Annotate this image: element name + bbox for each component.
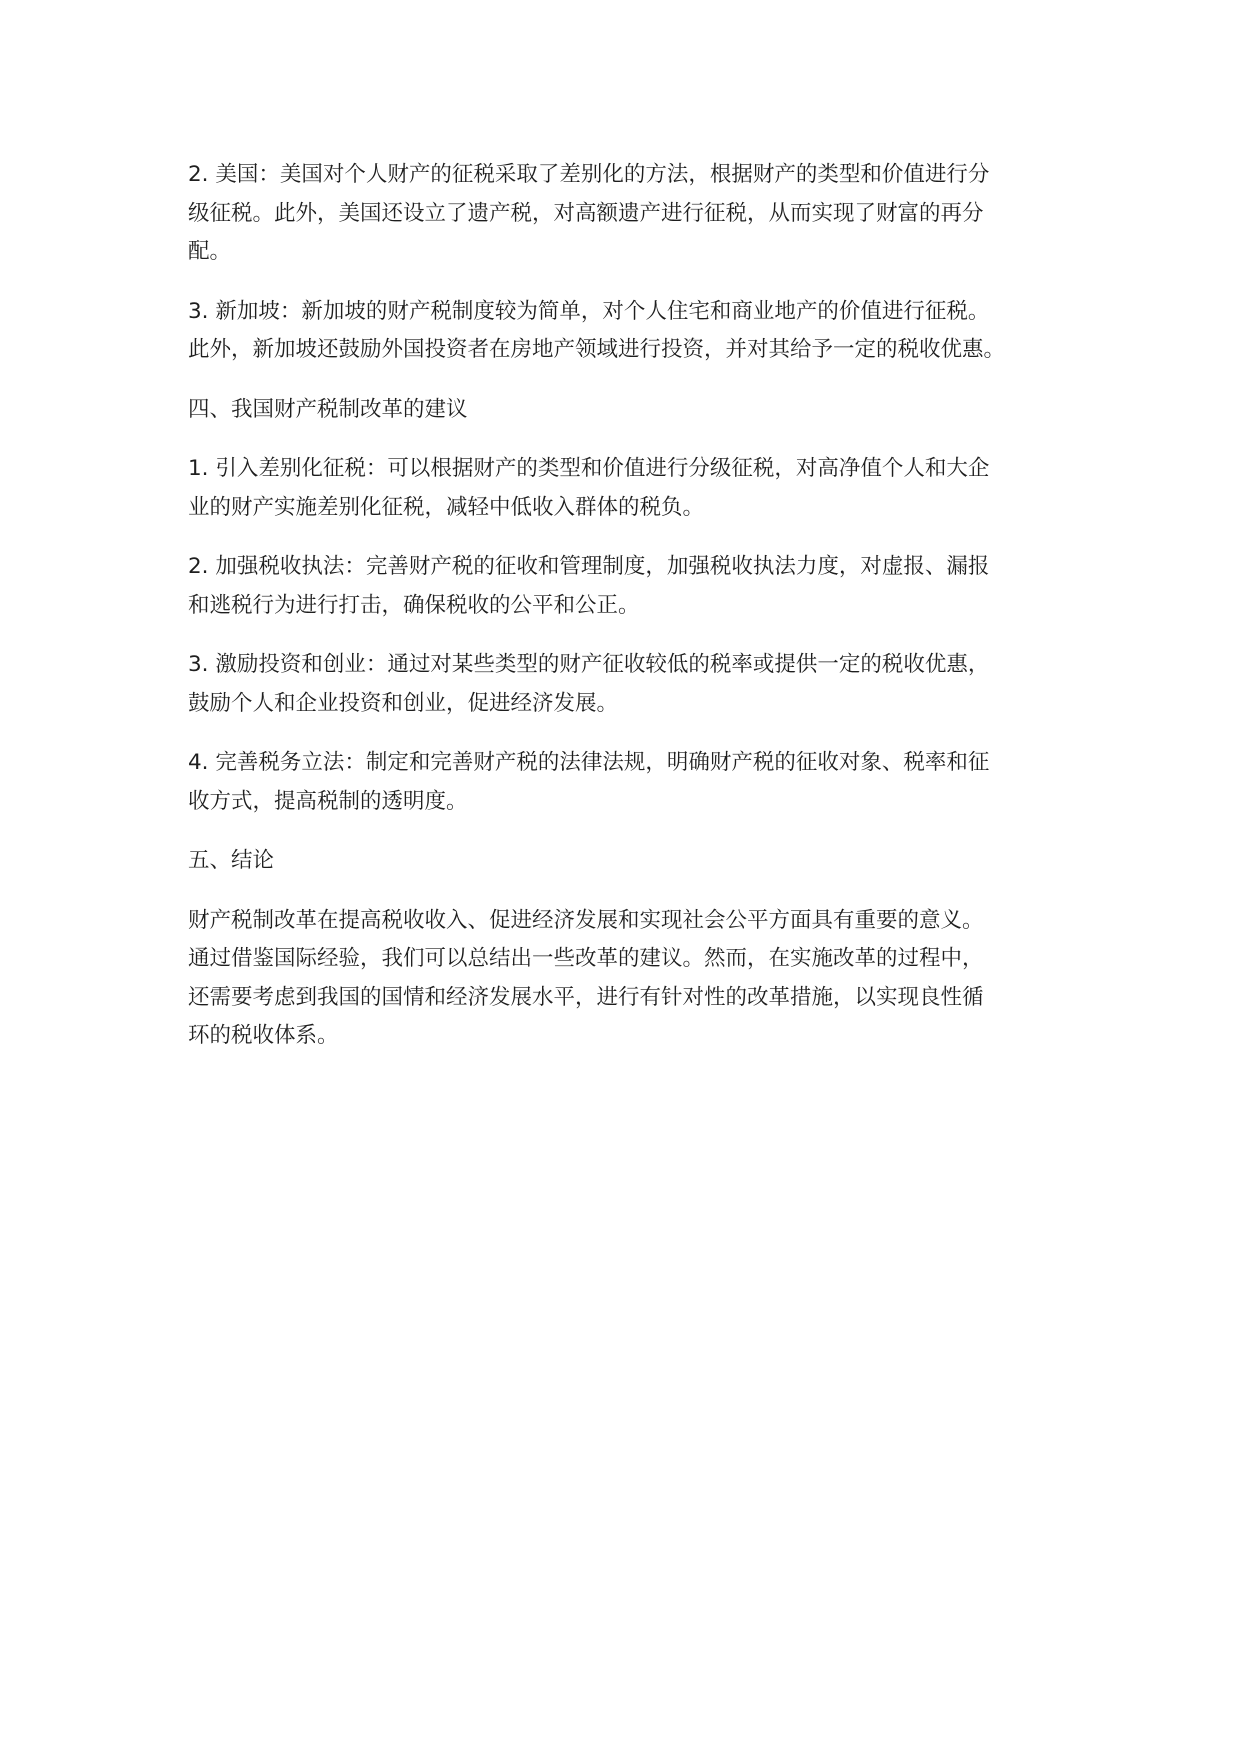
paragraph-us — [188, 156, 1088, 272]
paragraph-singapore — [188, 293, 1088, 370]
paragraph-suggestion-4 — [188, 744, 1088, 821]
text-line: 和逃税行为进行打击，确保税收的公平和公正。 — [188, 592, 640, 618]
text-line: 收方式，提高税制的透明度。 — [188, 788, 468, 814]
text-line: 3. 激励投资和创业：通过对某些类型的财产征收较低的税率或提供一定的税收优惠， — [188, 652, 990, 677]
text-line: 还需要考虑到我国的国情和经济发展水平，进行有针对性的改革措施，以实现良性循 — [188, 984, 984, 1010]
text-line: 4. 完善税务立法：制定和完善财产税的法律法规，明确财产税的征收对象、税率和征 — [188, 750, 990, 775]
text-line: 通过借鉴国际经验，我们可以总结出一些改革的建议。然而，在实施改革的过程中， — [188, 946, 984, 971]
section-heading-suggestions — [188, 391, 1088, 430]
text-line: 1. 引入差别化征税：可以根据财产的类型和价值进行分级征税，对高净值个人和大企 — [188, 456, 990, 481]
text-line: 2. 美国：美国对个人财产的征税采取了差别化的方法，根据财产的类型和价值进行分 — [188, 162, 990, 187]
text-line: 环的税收体系。 — [188, 1023, 339, 1048]
section-heading-conclusion — [188, 842, 1088, 881]
text-line: 2. 加强税收执法：完善财产税的征收和管理制度，加强税收执法力度，对虚报、漏报 — [188, 554, 990, 579]
text-line: 3. 新加坡：新加坡的财产税制度较为简单，对个人住宅和商业地产的价值进行征税。 — [188, 298, 990, 324]
paragraph-conclusion — [188, 902, 1088, 1056]
text-line: 鼓励个人和企业投资和创业，促进经济发展。 — [188, 690, 619, 716]
text-line: 此外，新加坡还鼓励外国投资者在房地产领域进行投资，并对其给予一定的税收优惠。 — [188, 337, 1006, 362]
paragraph-suggestion-1 — [188, 450, 1088, 527]
heading-text: 五、结论 — [188, 848, 275, 873]
text-line: 配。 — [188, 239, 232, 264]
document-body — [188, 156, 1088, 1077]
heading-text: 四、我国财产税制改革的建议 — [188, 396, 468, 422]
paragraph-suggestion-3 — [188, 646, 1088, 723]
text-line: 级征税。此外，美国还设立了遗产税，对高额遗产进行征税，从而实现了财富的再分 — [188, 200, 984, 226]
text-line: 财产税制改革在提高税收收入、促进经济发展和实现社会公平方面具有重要的意义。 — [188, 907, 984, 933]
paragraph-suggestion-2 — [188, 548, 1088, 625]
text-line: 业的财产实施差别化征税，减轻中低收入群体的税负。 — [188, 494, 705, 520]
